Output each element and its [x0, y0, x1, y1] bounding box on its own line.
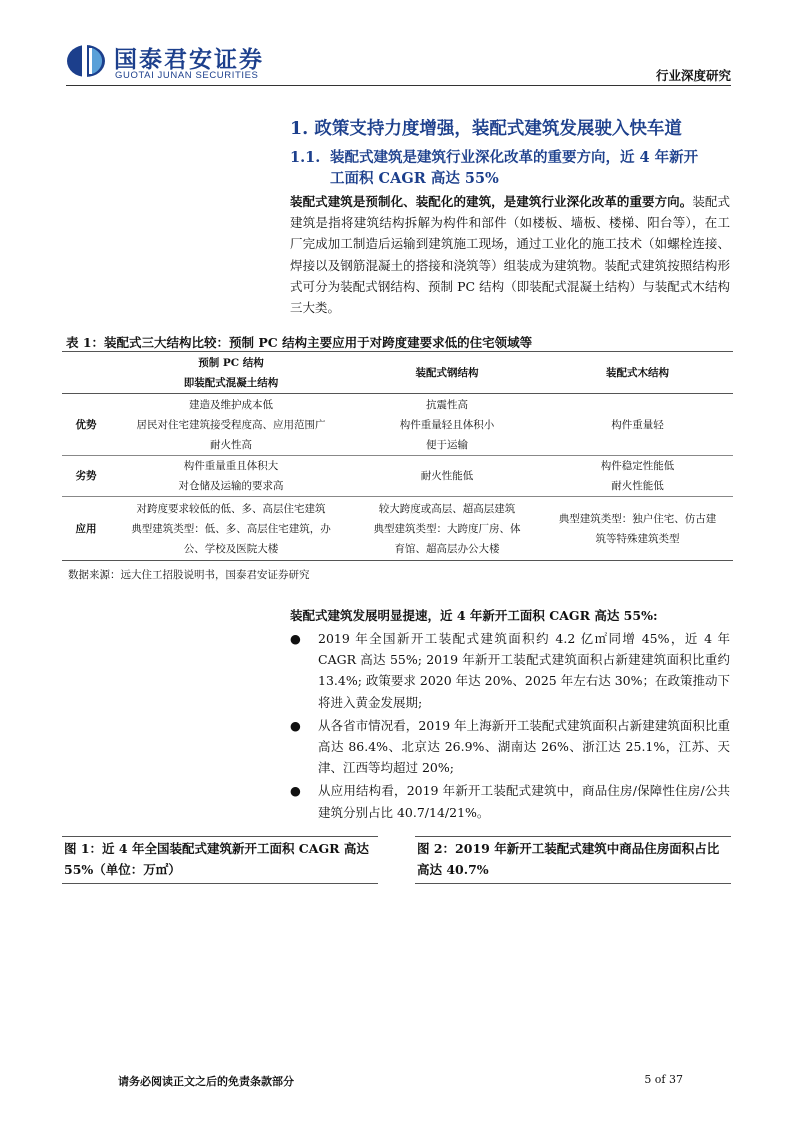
row-label: 应用 — [75, 522, 97, 535]
row-label: 劣势 — [75, 470, 97, 482]
figure-1-caption: 图 1：近 4 年全国装配式建筑新开工面积 CAGR 高达 55%（单位：万㎡） — [62, 836, 378, 884]
table-row — [62, 497, 733, 561]
list-item-text: 从各省市情况看，2019 年上海新开工装配式建筑面积占新建建筑面积比重高达 86.4%、北京达 26.9%、湖南达 26%、浙江达 25.1%，江苏、天津、江西等均超过 20%; — [318, 717, 730, 776]
header-divider — [66, 85, 731, 86]
cell-line: 对仓储及运输的要求高 — [178, 480, 284, 492]
bullet-icon: ● — [290, 783, 301, 799]
cell-line: 耐火性高 — [210, 438, 252, 451]
table-header-row — [62, 353, 733, 394]
footer-disclaimer: 请务必阅读正文之后的免责条款部分 — [118, 1075, 294, 1088]
company-name-en: GUOTAI JUNAN SECURITIES — [115, 70, 259, 81]
table-cell — [542, 456, 733, 497]
table-header-pc — [110, 353, 352, 394]
row-label: 优势 — [75, 418, 97, 431]
table-source: 数据来源：远大住工招股说明书，国泰君安证券研究 — [68, 569, 310, 581]
comparison-table — [62, 353, 733, 561]
table-top-rule — [62, 351, 733, 352]
bullet-list — [290, 628, 730, 825]
subsection-title-line1: 装配式建筑是建筑行业深化改革的重要方向，近 4 年新开 — [330, 149, 699, 166]
table-corner-cell — [62, 353, 110, 394]
cell-line: 建造及维护成本低 — [189, 398, 273, 411]
subsection-number: 1.1. — [290, 149, 321, 166]
cell-line: 典型建筑类型：低、多、高层住宅建筑，办 — [131, 522, 331, 535]
cell-line: 筑等特殊建筑类型 — [595, 532, 680, 545]
cell-line: 耐火性能低 — [611, 480, 664, 492]
cell-line: 构件重量轻且体积小 — [399, 418, 495, 431]
table-cell — [542, 394, 733, 456]
table-cell — [352, 497, 542, 561]
report-type: 行业深度研究 — [655, 68, 731, 83]
table-cell — [352, 456, 542, 497]
subsection-heading — [290, 147, 730, 189]
figure-2-caption: 图 2：2019 年新开工装配式建筑中商品住房面积占比高达 40.7% — [415, 836, 731, 884]
cell-line: 构件稳定性能低 — [600, 460, 675, 472]
cell-line: 公、学校及医院大楼 — [183, 542, 279, 555]
bullet-icon: ● — [290, 717, 301, 733]
cell-line: 构件重量重且体积大 — [183, 460, 279, 472]
table-cell — [110, 456, 352, 497]
cell-line: 便于运输 — [426, 438, 468, 451]
table-header-pc-line1: 预制 PC 结构 — [198, 357, 264, 369]
cell-line: 构件重量轻 — [611, 418, 664, 431]
page-number: 5 of 37 — [644, 1073, 683, 1086]
cell-line: 居民对住宅建筑接受程度高、应用范围广 — [136, 418, 326, 431]
list-item — [290, 780, 730, 822]
table-title: 表 1：装配式三大结构比较：预制 PC 结构主要应用于对跨度建要求低的住宅领域等 — [66, 335, 533, 350]
cell-line: 抗震性高 — [426, 398, 468, 411]
intro-text: 装配式建筑是指将建筑结构拆解为构件和部件（如楼板、墙板、楼梯、阳台等），在工厂完成加工制造后运输到建筑施工现场，通过工业化的施工技术（如螺栓连接、焊接以及钢筋混凝土的搭接和浇筑等）组装成为建筑物。装配式建筑按照结构形式可分为装配式钢结构、预制 PC 结构（即装配式混凝土结构）与装配式木结构三大类。 — [290, 194, 730, 316]
table-cell — [352, 394, 542, 456]
table-cell — [110, 497, 352, 561]
list-item — [290, 628, 730, 713]
table-header-wood: 装配式木结构 — [606, 367, 669, 379]
cell-line: 较大跨度或高层、超高层建筑 — [378, 502, 516, 515]
cell-line: 育馆、超高层办公大楼 — [394, 542, 500, 555]
company-name-cn: 国泰君安证券 — [114, 47, 264, 73]
cell-line: 典型建筑类型：独户住宅、仿古建 — [558, 512, 717, 525]
cell-line: 耐火性能低 — [420, 470, 474, 482]
cell-line: 典型建筑类型：大跨度厂房、体 — [373, 522, 521, 535]
subsection-title-line2: 工面积 CAGR 高达 55% — [330, 170, 499, 187]
bullet-icon: ● — [290, 631, 301, 646]
table-row — [62, 456, 733, 497]
table-cell — [110, 394, 352, 456]
table-header-pc-line2: 即装配式混凝土结构 — [183, 377, 279, 389]
table-header-steel: 装配式钢结构 — [415, 367, 479, 379]
table-cell — [542, 497, 733, 561]
cell-line: 对跨度要求较低的低、多、高层住宅建筑 — [136, 502, 326, 515]
bullets-heading: 装配式建筑发展明显提速，近 4 年新开工面积 CAGR 高达 55%: — [290, 608, 658, 623]
list-item — [290, 715, 730, 779]
list-item-text: 2019 年全国新开工装配式建筑面积约 4.2 亿㎡同增 45%，近 4 年 CAGR 高达 55%; 2019 年新开工装配式建筑面积占新建建筑面积比重约 13.4%; 政策要求 2020 年达 20%、2025 年左右达 30%；在政策推动下将进入黄金发展期; — [318, 631, 730, 710]
list-item-text: 从应用结构看，2019 年新开工装配式建筑中，商品住房/保障性住房/公共建筑分别占比 40.7/14/21%。 — [318, 783, 730, 820]
section-heading: 1. 政策支持力度增强，装配式建筑发展驶入快车道 — [290, 119, 682, 139]
table-row — [62, 394, 733, 456]
intro-lead: 装配式建筑是预制化、装配化的建筑，是建筑行业深化改革的重要方向。 — [290, 194, 693, 209]
company-logo-icon — [66, 44, 106, 78]
intro-paragraph — [290, 191, 730, 318]
